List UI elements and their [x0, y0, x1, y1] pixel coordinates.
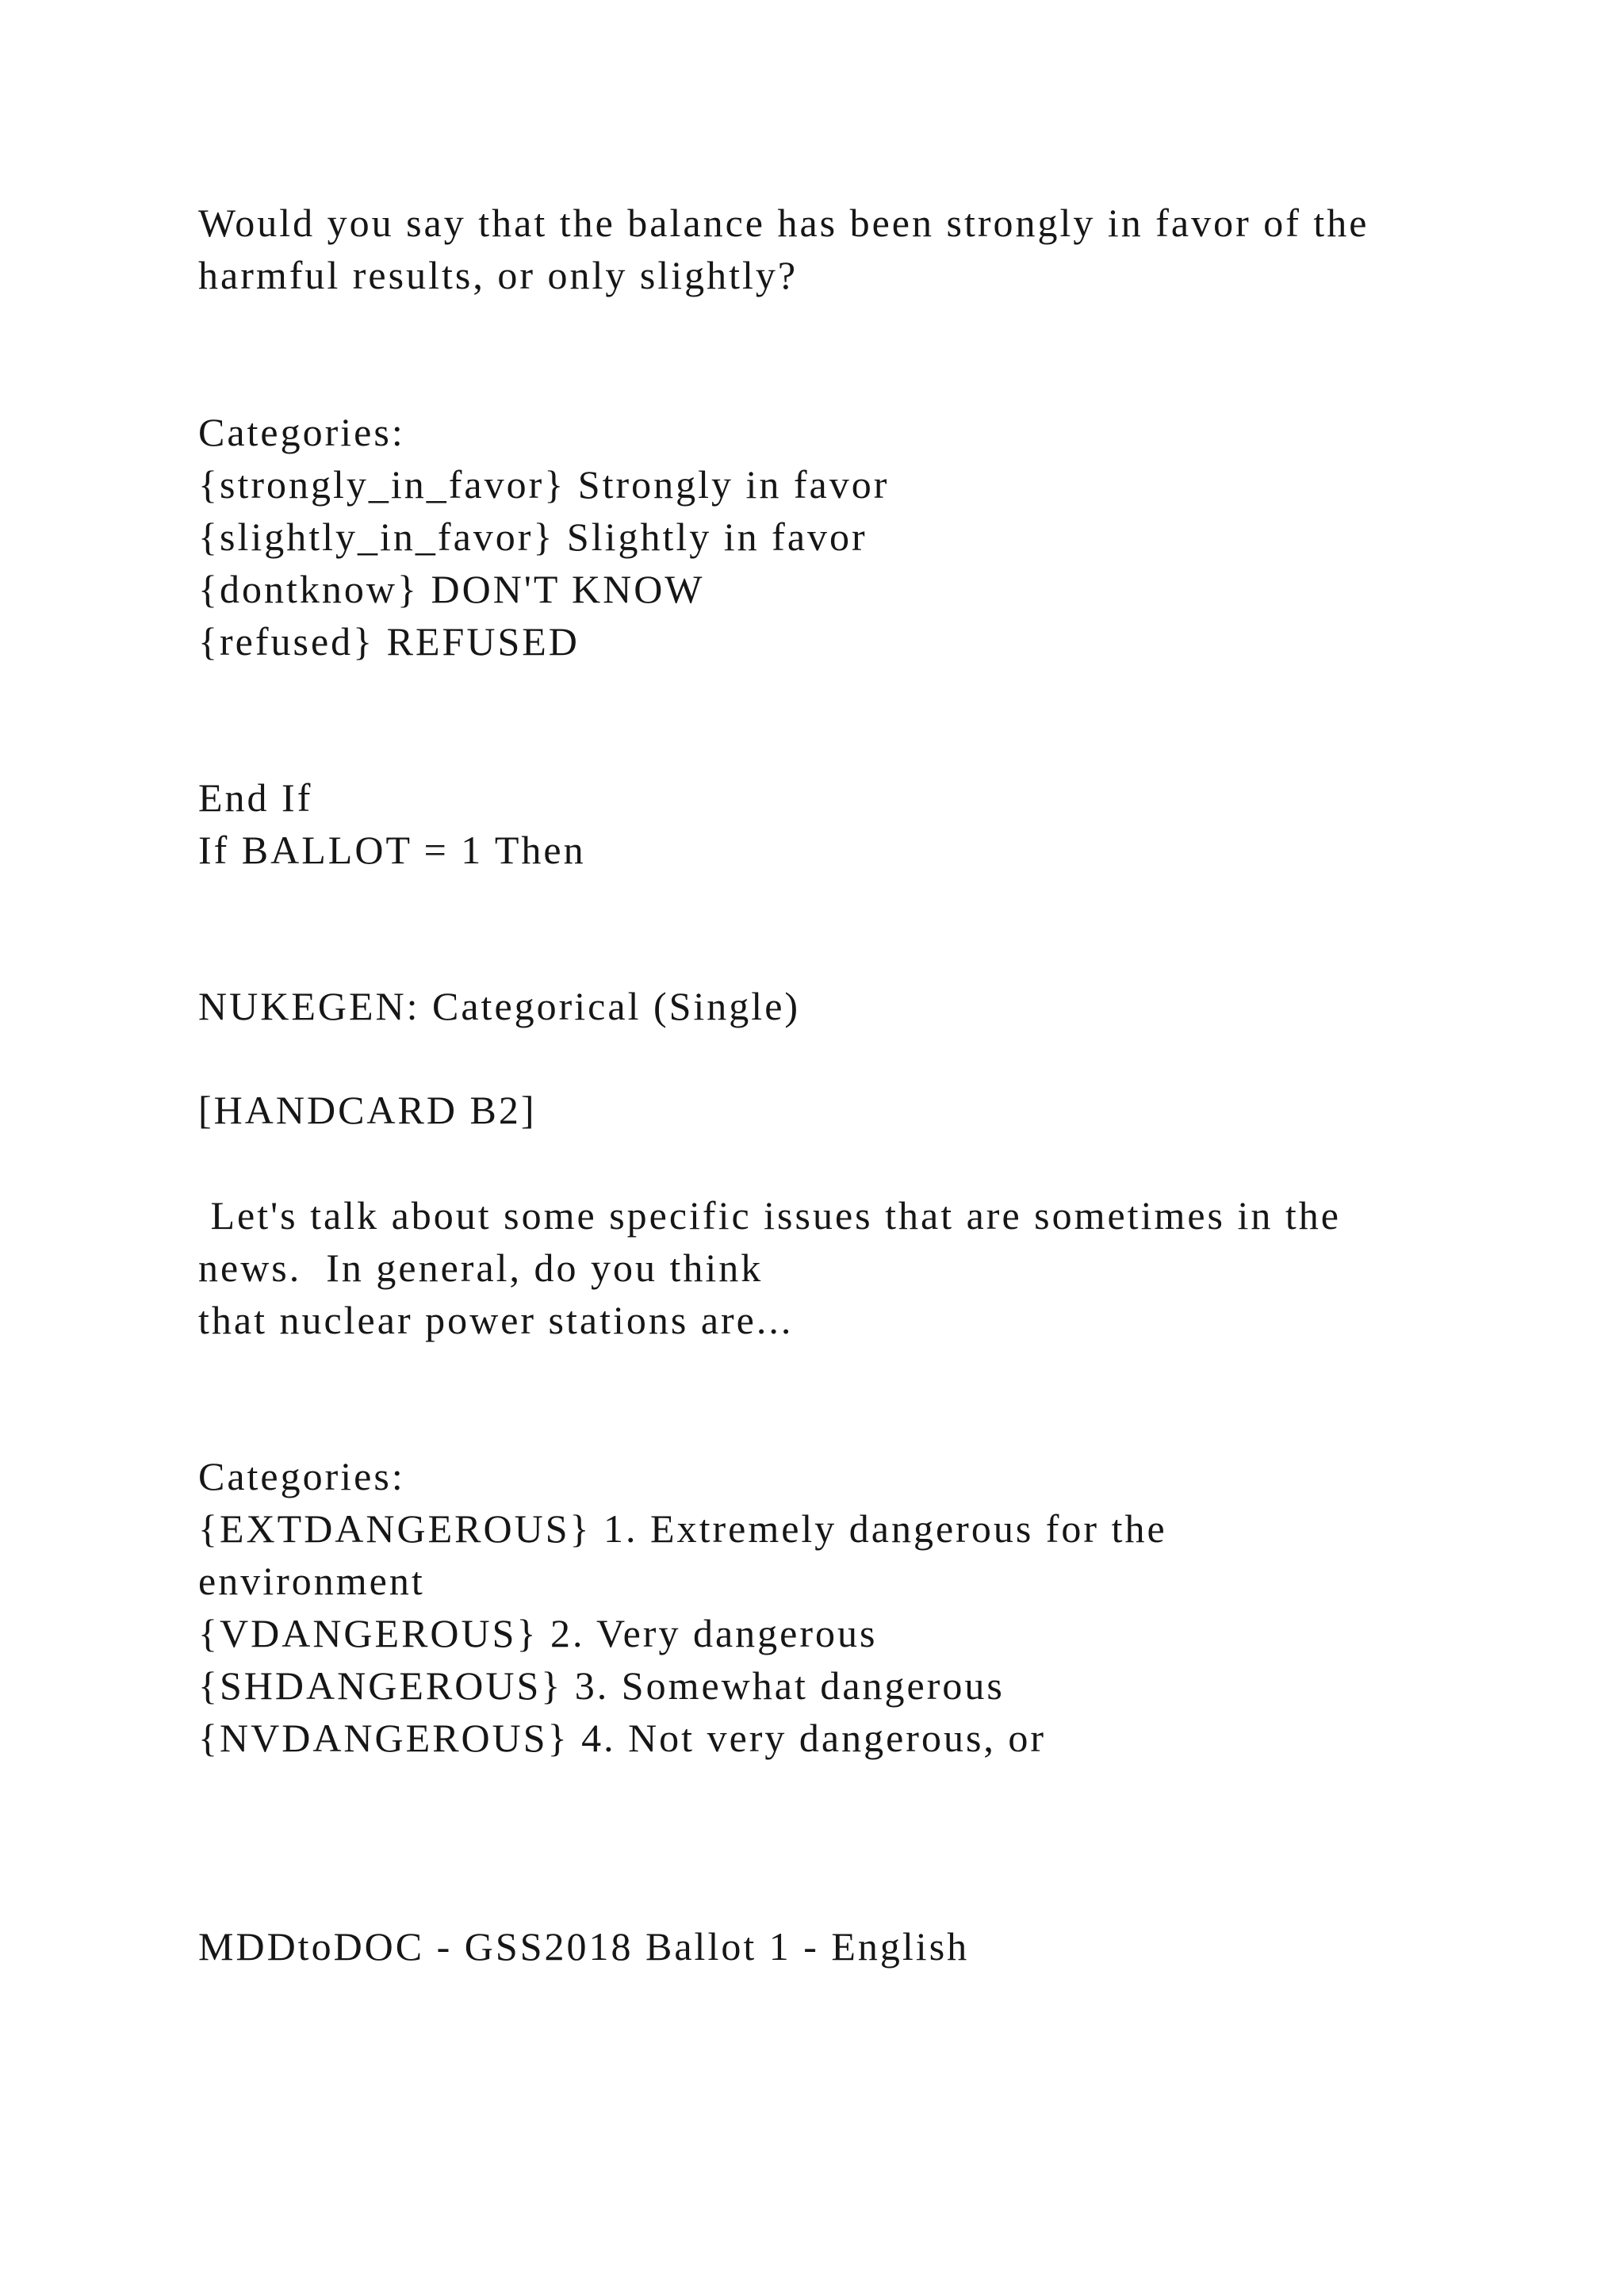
nukegen-option-extdangerous: {EXTDANGEROUS} 1. Extremely dangerous for the — [198, 1506, 1167, 1551]
balance-question-line-2: harmful results, or only slightly? — [198, 253, 799, 297]
footer-text: MDDtoDOC - GSS2018 Ballot 1 - English — [198, 1924, 970, 1969]
nukegen-question-line-3: that nuclear power stations are... — [198, 1298, 794, 1342]
nukegen-option-nvdangerous: {NVDANGEROUS} 4. Not very dangerous, or — [198, 1716, 1047, 1760]
handcard-label: [HANDCARD B2] — [198, 1088, 537, 1132]
end-if-statement: End If — [198, 775, 313, 820]
nukegen-option-shdangerous: {SHDANGEROUS} 3. Somewhat dangerous — [198, 1663, 1005, 1708]
balance-question-line-1: Would you say that the balance has been strongly in favor of the — [198, 201, 1369, 245]
nukegen-question-line-1: Let's talk about some specific issues that are sometimes in the — [198, 1193, 1341, 1238]
balance-categories-heading: Categories: — [198, 410, 405, 454]
nukegen-question-line-2: news. In general, do you think — [198, 1246, 764, 1290]
nukegen-option-vdangerous: {VDANGEROUS} 2. Very dangerous — [198, 1611, 878, 1655]
nukegen-option-extdangerous-cont: environment — [198, 1559, 425, 1603]
balance-option-slightly: {slightly_in_favor} Slightly in favor — [198, 515, 868, 559]
if-ballot-statement: If BALLOT = 1 Then — [198, 828, 586, 872]
nukegen-title: NUKEGEN: Categorical (Single) — [198, 984, 801, 1028]
nukegen-categories-heading: Categories: — [198, 1454, 405, 1498]
balance-option-dontknow: {dontknow} DON'T KNOW — [198, 567, 705, 611]
balance-option-refused: {refused} REFUSED — [198, 619, 580, 664]
balance-option-strongly: {strongly_in_favor} Strongly in favor — [198, 462, 890, 507]
